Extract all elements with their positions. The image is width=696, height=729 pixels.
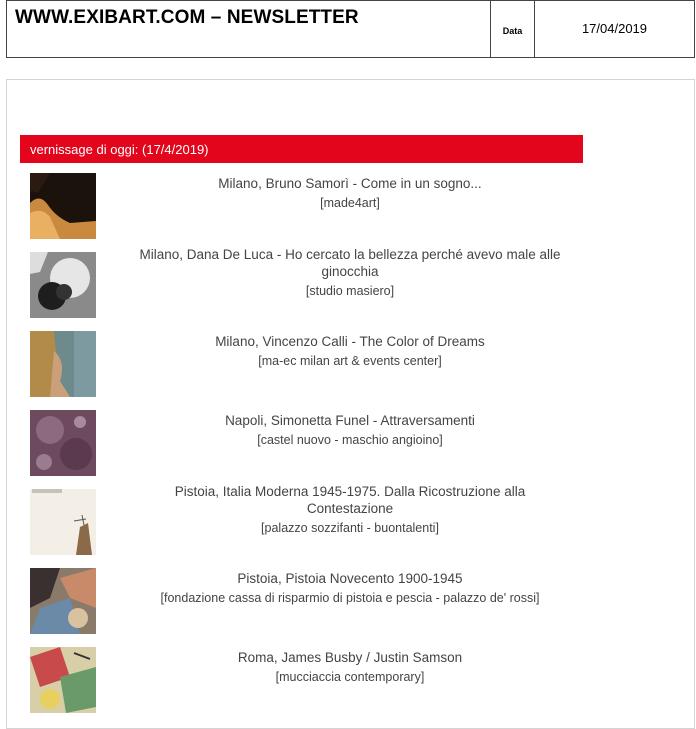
event-title[interactable]: Pistoia, Italia Moderna 1945-1975. Dalla Ricostruzione alla Contestazione: [174, 484, 526, 516]
event-thumbnail[interactable]: [30, 331, 96, 397]
event-title[interactable]: Milano, Vincenzo Calli - The Color of Dreams: [215, 334, 485, 349]
event-title[interactable]: Milano, Dana De Luca - Ho cercato la bellezza perché avevo male alle ginocchia: [139, 247, 561, 279]
event-thumbnail[interactable]: [30, 568, 96, 634]
event-info: [130, 175, 570, 212]
event-venue: [ma-ec milan art & events center]: [258, 354, 442, 368]
event-title[interactable]: Napoli, Simonetta Funel - Attraversamenti: [225, 413, 475, 428]
event-venue: [made4art]: [320, 196, 380, 210]
event-thumbnail[interactable]: [30, 489, 96, 555]
event-info: [130, 483, 570, 537]
event-thumbnail[interactable]: [30, 252, 96, 318]
event-info: [130, 570, 570, 607]
event-info: [130, 649, 570, 686]
event-info: [130, 246, 570, 300]
newsletter-title: WWW.EXIBART.COM – NEWSLETTER: [7, 1, 491, 57]
event-title[interactable]: Pistoia, Pistoia Novecento 1900-1945: [237, 571, 463, 586]
date-value: 17/04/2019: [581, 20, 648, 36]
event-info: [130, 333, 570, 370]
event-title[interactable]: Roma, James Busby / Justin Samson: [237, 650, 463, 665]
event-title[interactable]: Milano, Bruno Samorì - Come in un sogno...: [218, 176, 482, 191]
event-thumbnail[interactable]: [30, 647, 96, 713]
event-venue: [studio masiero]: [305, 284, 395, 298]
event-venue: [castel nuovo - maschio angioino]: [257, 433, 443, 447]
date-label: Data: [491, 1, 535, 57]
section-banner: vernissage di oggi: (17/4/2019): [20, 135, 583, 163]
event-info: [130, 412, 570, 449]
event-thumbnail[interactable]: [30, 410, 96, 476]
event-venue: [fondazione cassa di risparmio di pistoia e pescia - palazzo de' rossi]: [160, 591, 540, 605]
event-thumbnail[interactable]: [30, 173, 96, 239]
newsletter-header: [6, 0, 695, 58]
event-venue: [palazzo sozzifanti - buontalenti]: [261, 521, 439, 535]
event-venue: [mucciaccia contemporary]: [275, 670, 425, 684]
